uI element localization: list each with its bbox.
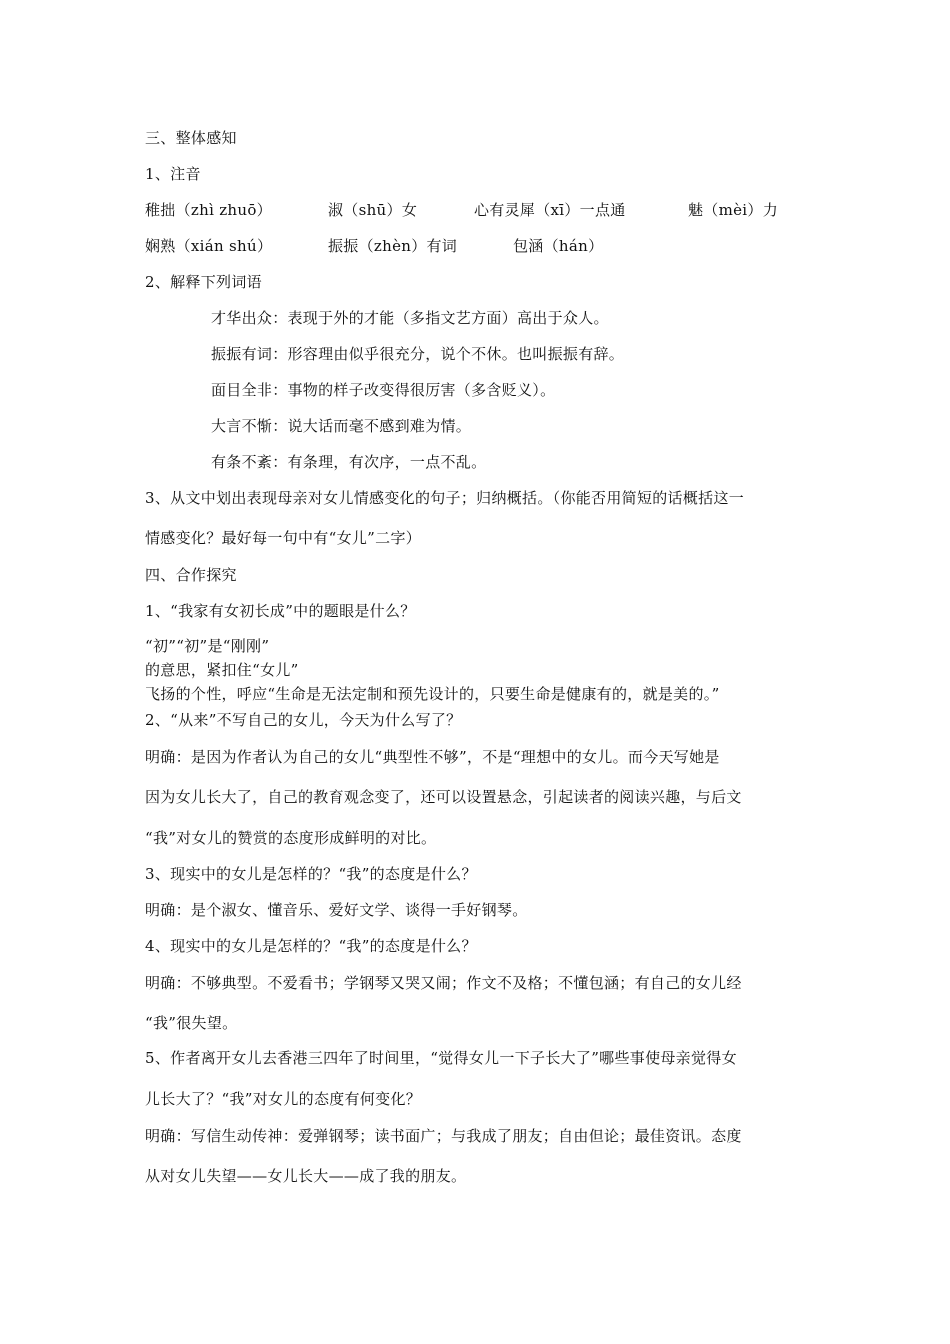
section-heading-overall: 三、整体感知 xyxy=(145,129,237,147)
pinyin-item: 稚拙（zhì zhuō） xyxy=(145,201,272,219)
answer-2: 明确：是因为作者认为自己的女儿“典型性不够”，不是“理想中的女儿。而今天写她是 xyxy=(145,748,720,766)
pinyin-item: 包涵（hán） xyxy=(513,237,604,255)
answer-1: 的意思，紧扣住“女儿” xyxy=(145,661,299,679)
pinyin-item: 振振（zhèn）有词 xyxy=(328,237,458,255)
answer-3: 明确：是个淑女、懂音乐、爱好文学、谈得一手好钢琴。 xyxy=(145,901,528,919)
answer-4: “我”很失望。 xyxy=(145,1014,238,1032)
task3-text: 情感变化？最好每一句中有“女儿”二字） xyxy=(145,529,422,547)
task3-text: 3、从文中划出表现母亲对女儿情感变化的句子；归纳概括。（你能否用简短的话概括这一 xyxy=(145,489,745,507)
answer-1: 飞扬的个性，呼应“生命是无法定制和预先设计的，只要生命是健康有的，就是美的。” xyxy=(145,685,720,703)
vocab-heading: 2、解释下列词语 xyxy=(145,273,262,291)
answer-4: 明确：不够典型。不爱看书；学钢琴又哭又闹；作文不及格；不懂包涵；有自己的女儿经 xyxy=(145,974,742,992)
answer-5: 从对女儿失望——女儿长大——成了我的朋友。 xyxy=(145,1167,467,1185)
question-3: 3、现实中的女儿是怎样的？“我”的态度是什么？ xyxy=(145,865,477,883)
section-heading-explore: 四、合作探究 xyxy=(145,566,237,584)
answer-2: 因为女儿长大了，自己的教育观念变了，还可以设置悬念，引起读者的阅读兴趣，与后文 xyxy=(145,788,742,806)
pinyin-item: 心有灵犀（xī）一点通 xyxy=(474,201,626,219)
pinyin-heading: 1、注音 xyxy=(145,165,201,183)
vocab-item: 振振有词：形容理由似乎很充分，说个不休。也叫振振有辞。 xyxy=(211,345,625,363)
question-5: 5、作者离开女儿去香港三四年了时间里，“觉得女儿一下子长大了”哪些事使母亲觉得女 xyxy=(145,1049,737,1067)
question-4: 4、现实中的女儿是怎样的？“我”的态度是什么？ xyxy=(145,937,477,955)
vocab-item: 有条不紊：有条理，有次序，一点不乱。 xyxy=(211,453,487,471)
vocab-item: 才华出众：表现于外的才能（多指文艺方面）高出于众人。 xyxy=(211,309,609,327)
pinyin-item: 娴熟（xián shú） xyxy=(145,237,273,255)
question-2: 2、“从来”不写自己的女儿，今天为什么写了？ xyxy=(145,711,462,729)
vocab-item: 面目全非：事物的样子改变得很厉害（多含贬义）。 xyxy=(211,381,556,399)
vocab-item: 大言不惭：说大话而毫不感到难为情。 xyxy=(211,417,472,435)
pinyin-item: 淑（shū）女 xyxy=(328,201,418,219)
answer-5: 明确：写信生动传神：爱弹钢琴；读书面广；与我成了朋友；自由但论；最佳资讯。态度 xyxy=(145,1127,742,1145)
question-1: 1、“我家有女初长成”中的题眼是什么？ xyxy=(145,602,416,620)
pinyin-item: 魅（mèi）力 xyxy=(688,201,778,219)
answer-2: “我”对女儿的赞赏的态度形成鲜明的对比。 xyxy=(145,829,437,847)
question-5: 儿长大了？“我”对女儿的态度有何变化？ xyxy=(145,1090,422,1108)
answer-1: “初”“初”是“刚刚” xyxy=(145,637,270,655)
